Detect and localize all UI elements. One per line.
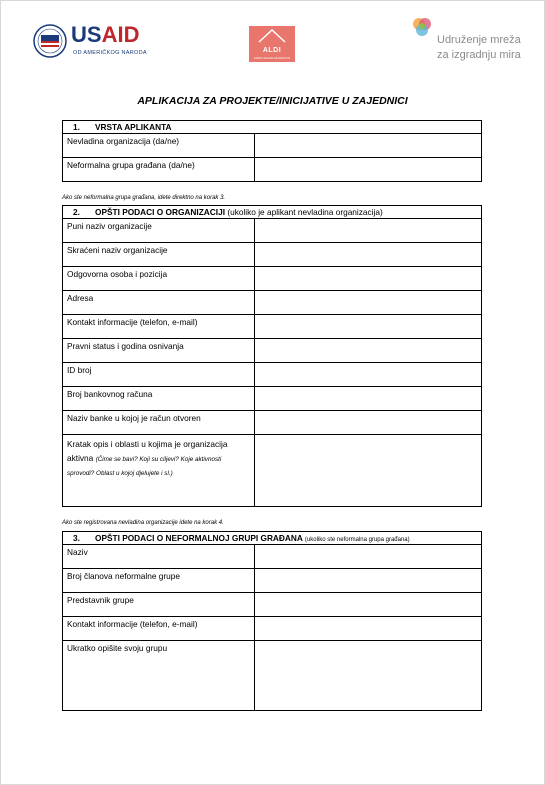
field-label: Kontakt informacije (telefon, e-mail) <box>63 315 255 339</box>
table-row <box>63 339 482 363</box>
section3-header-row <box>63 532 482 545</box>
description-label: Kratak opis i oblasti u kojima je organizacija aktivna <box>67 439 228 463</box>
note-step-3: Ako ste neformalna grupa građana, idete direktno na korak 3. <box>62 195 226 201</box>
table-row <box>63 158 482 182</box>
usaid-subtitle: OD AMERIČKOG NARODA <box>73 50 147 56</box>
table-row <box>63 545 482 569</box>
field-label: Neformalna grupa građana (da/ne) <box>63 158 255 182</box>
aldi-name: ALDI <box>262 47 282 54</box>
field-value-cell[interactable] <box>255 219 482 243</box>
aldi-mark-icon <box>249 26 295 46</box>
field-value-cell[interactable] <box>255 569 482 593</box>
field-label: Naziv banke u kojoj je račun otvoren <box>63 411 255 435</box>
table-row <box>63 411 482 435</box>
section2-header-row <box>63 206 482 219</box>
field-label: Predstavnik grupe <box>63 593 255 617</box>
usaid-wordmark: USAID <box>71 22 140 47</box>
note-step-4: Ako ste registrovana nevladina organizacije idete na korak 4. <box>62 520 224 526</box>
aldi-subtitle: ASOCIJACIJA ZA RAZVOJ <box>253 56 291 60</box>
table-row <box>63 435 482 507</box>
section2-table <box>62 205 482 507</box>
table-row <box>63 569 482 593</box>
field-value-cell[interactable] <box>255 339 482 363</box>
table-row <box>63 134 482 158</box>
field-label: Nevladina organizacija (da/ne) <box>63 134 255 158</box>
table-row <box>63 315 482 339</box>
field-label: Broj bankovnog računa <box>63 387 255 411</box>
section1-heading: 1. VRSTA APLIKANTA <box>63 121 482 134</box>
document-title: APLIKACIJA ZA PROJEKTE/INICIJATIVE U ZAJEDNICI <box>137 95 408 107</box>
section1-table <box>62 120 482 182</box>
field-value-cell[interactable] <box>255 134 482 158</box>
field-label: ID broj <box>63 363 255 387</box>
group-description-label: Ukratko opišite svoju grupu <box>63 641 255 711</box>
group-description-cell[interactable] <box>255 641 482 711</box>
mreza-logo <box>410 16 540 66</box>
table-row <box>63 593 482 617</box>
description-value-cell[interactable] <box>255 435 482 507</box>
field-value-cell[interactable] <box>255 158 482 182</box>
table-row <box>63 641 482 711</box>
field-label: Kontakt informacije (telefon, e-mail) <box>63 617 255 641</box>
field-value-cell[interactable] <box>255 593 482 617</box>
field-label: Broj članova neformalne grupe <box>63 569 255 593</box>
field-label: Pravni status i godina osnivanja <box>63 339 255 363</box>
section1-header-row <box>63 121 482 134</box>
description-label-cell <box>63 435 255 507</box>
field-value-cell[interactable] <box>255 387 482 411</box>
section3-heading: 3. OPŠTI PODACI O NEFORMALNOJ GRUPI GRAĐANA (ukoliko ste neformalna grupa građana) <box>63 532 482 545</box>
field-value-cell[interactable] <box>255 243 482 267</box>
section3-table <box>62 531 482 711</box>
field-label: Skraćeni naziv organizacije <box>63 243 255 267</box>
usaid-seal-icon <box>33 24 67 58</box>
field-value-cell[interactable] <box>255 291 482 315</box>
field-value-cell[interactable] <box>255 545 482 569</box>
table-row <box>63 617 482 641</box>
field-label: Odgovorna osoba i pozicija <box>63 267 255 291</box>
field-label: Naziv <box>63 545 255 569</box>
section2-heading: 2. OPŠTI PODACI O ORGANIZACIJI (ukoliko je aplikant nevladina organizacija) <box>63 206 482 219</box>
table-row <box>63 267 482 291</box>
table-row <box>63 363 482 387</box>
field-value-cell[interactable] <box>255 363 482 387</box>
table-row <box>63 219 482 243</box>
field-value-cell[interactable] <box>255 617 482 641</box>
field-value-cell[interactable] <box>255 267 482 291</box>
field-label: Adresa <box>63 291 255 315</box>
field-value-cell[interactable] <box>255 315 482 339</box>
field-label: Puni naziv organizacije <box>63 219 255 243</box>
mreza-name-line1: Udruženje mreža <box>437 34 521 46</box>
table-row <box>63 387 482 411</box>
aldi-logo <box>249 26 295 62</box>
usaid-logo <box>33 22 158 62</box>
table-row <box>63 291 482 315</box>
table-row <box>63 243 482 267</box>
colorful-swirl-icon <box>410 16 434 42</box>
field-value-cell[interactable] <box>255 411 482 435</box>
mreza-name-line2: za izgradnju mira <box>437 49 521 61</box>
description-hint: (Čime se bavi? Koji su ciljevi? Koje aktivnosti sprovodi? Oblast u kojoj djelujete i sl.) <box>67 456 222 477</box>
